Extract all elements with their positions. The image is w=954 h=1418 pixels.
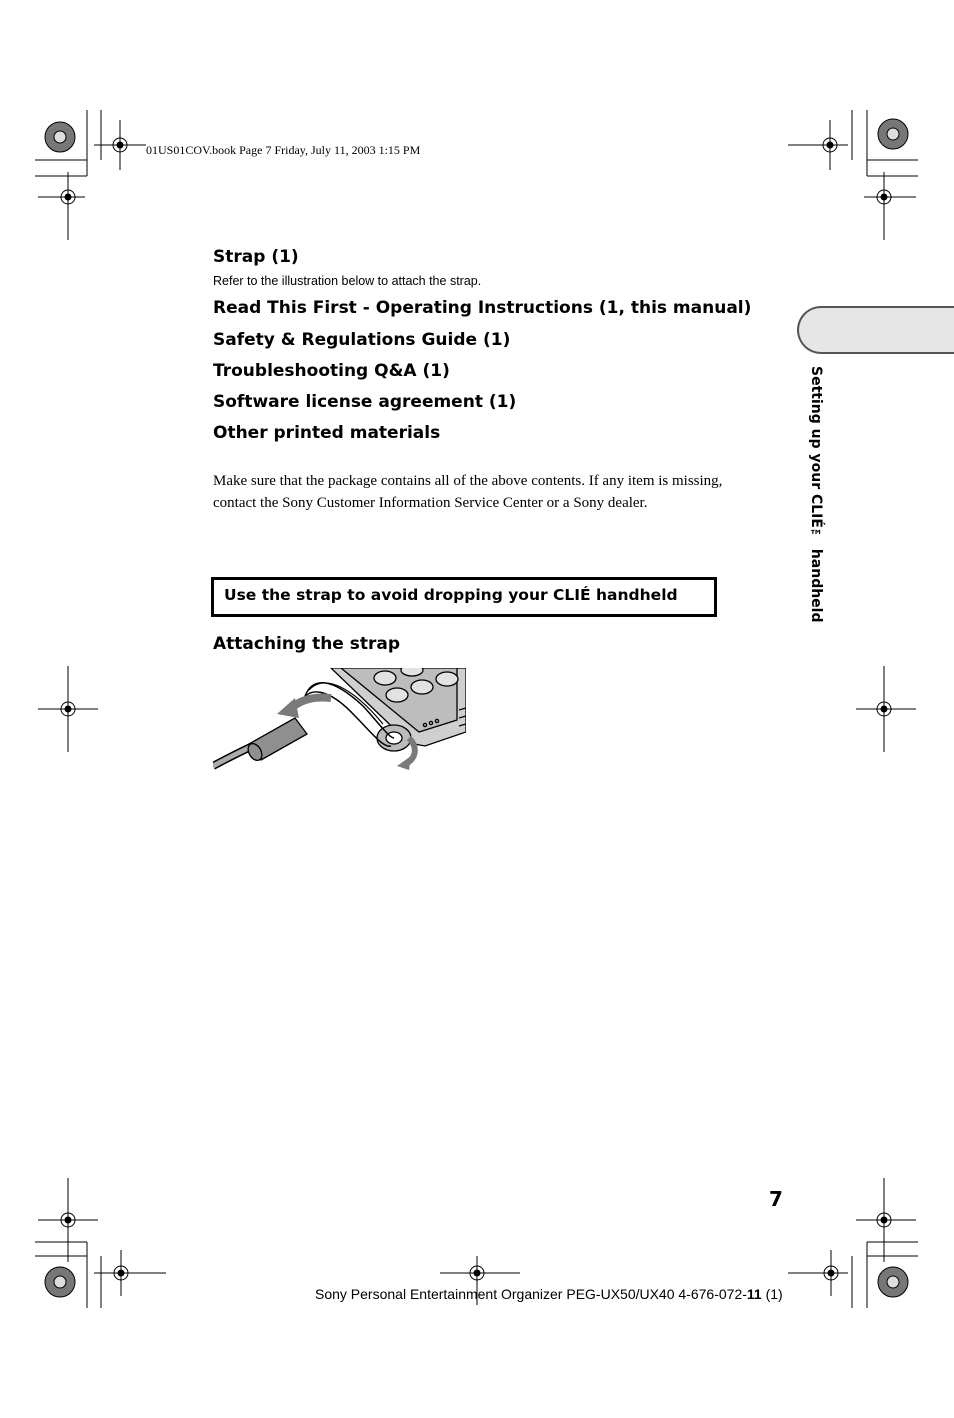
book-info: 01US01COV.book Page 7 Friday, July 11, 2003 1:15 PM — [146, 143, 421, 157]
section-tab-label: Setting up your CLIÉ™ handheld — [808, 366, 824, 623]
attaching-strap-heading: Attaching the strap — [213, 634, 401, 654]
contents-item-software-license: Software license agreement (1) — [213, 392, 517, 412]
contents-item-troubleshooting: Troubleshooting Q&A (1) — [213, 361, 450, 381]
tip-box — [211, 577, 717, 617]
footer-suffix: (1) — [761, 1286, 783, 1302]
contents-item-read-this-first: Read This First - Operating Instructions (1, this manual) — [213, 298, 752, 318]
contents-item-printed-materials: Other printed materials — [213, 423, 441, 443]
page-number: 7 — [769, 1187, 783, 1211]
footer-product: Sony Personal Entertainment Organizer PEG-UX50/UX40 4-676-072- — [315, 1286, 747, 1302]
tip-text: Use the strap to avoid dropping your CLIÉ handheld — [224, 586, 678, 604]
section-tab — [797, 306, 954, 354]
strap-heading: Strap (1) — [213, 247, 299, 267]
strap-note: Refer to the illustration below to attach the strap. — [213, 274, 482, 288]
strap-illustration — [213, 668, 466, 778]
package-contents-note: Make sure that the package contains all of the above contents. If any item is missing, contact the Sony Customer Information Service Center or a Sony dealer. — [213, 473, 723, 511]
contents-item-safety-guide: Safety & Regulations Guide (1) — [213, 330, 511, 350]
footer-revision: 11 — [746, 1286, 762, 1302]
footer-product-info — [315, 1286, 783, 1302]
